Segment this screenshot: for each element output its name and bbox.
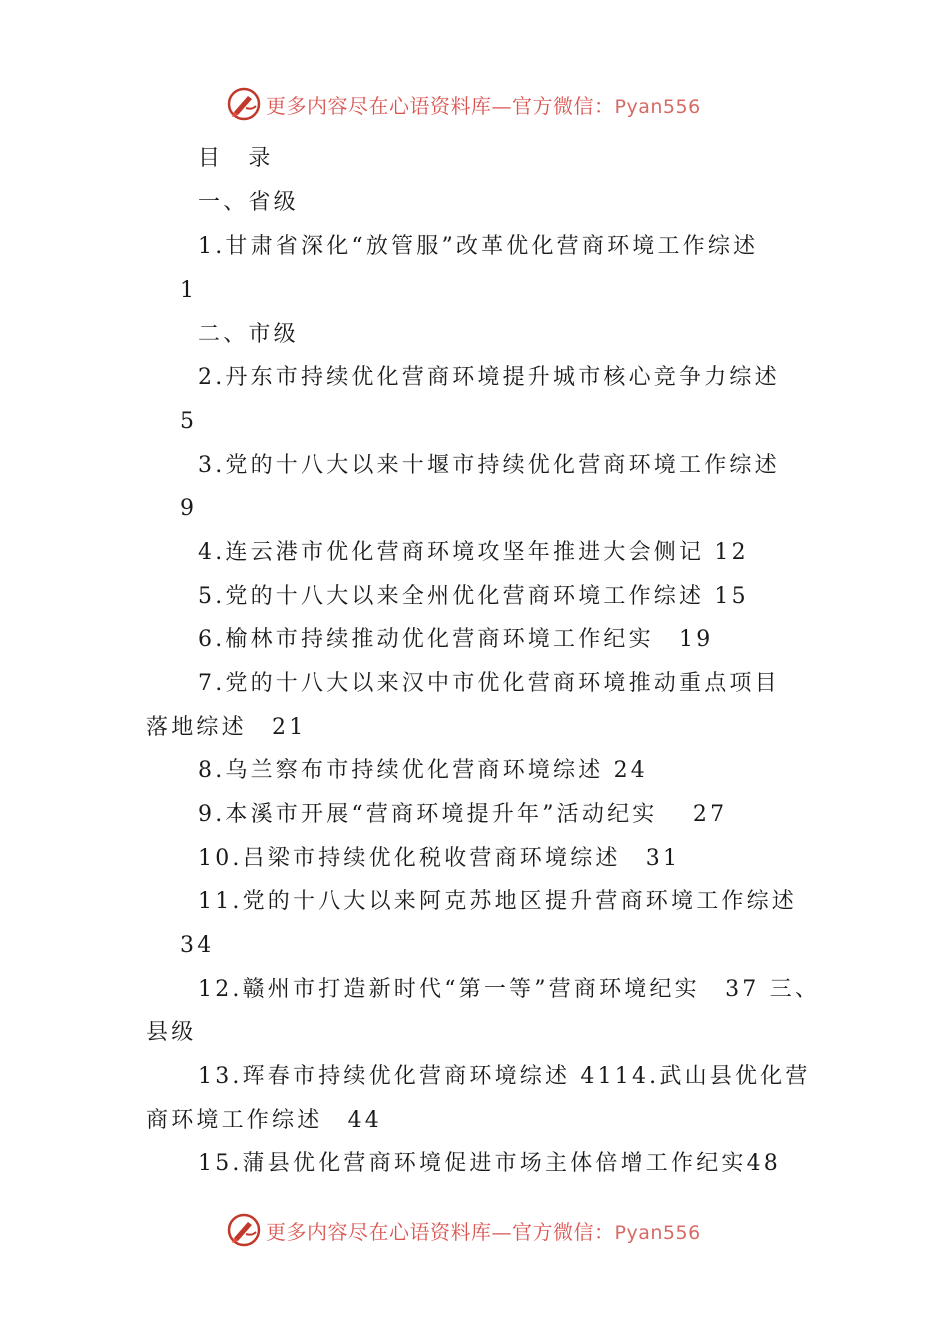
toc-line: 7.党的十八大以来汉中市优化营商环境推动重点项目 (198, 671, 780, 696)
toc-line: 5 (180, 409, 198, 434)
watermark-text: 更多内容尽在心语资料库—官方微信： (266, 1219, 615, 1244)
toc-line: 商环境工作综述 44 (146, 1108, 382, 1133)
toc-title: 目 录 (198, 146, 274, 171)
watermark-wechat-id: Pyan556 (614, 1221, 701, 1244)
toc-line: 3.党的十八大以来十堰市持续优化营商环境工作综述 (198, 453, 780, 478)
toc-line: 5.党的十八大以来全州优化营商环境工作综述 15 (198, 584, 749, 609)
watermark-footer (226, 1212, 701, 1248)
toc-line: 二、市级 (198, 322, 299, 347)
toc-line: 落地综述 21 (146, 715, 307, 740)
watermark-text: 更多内容尽在心语资料库—官方微信： (266, 93, 615, 118)
toc-line: 9.本溪市开展“营商环境提升年”活动纪实 27 (198, 802, 728, 827)
watermark-wechat-id: Pyan556 (614, 95, 701, 118)
toc-line: 8.乌兰察布市持续优化营商环境综述 24 (198, 758, 648, 783)
toc-line: 13.珲春市持续优化营商环境综述 4114.武山县优化营 (198, 1064, 811, 1089)
toc-line: 9 (180, 496, 198, 521)
toc-line: 1 (180, 278, 198, 303)
toc-line: 34 (180, 933, 215, 958)
toc-line: 15.蒲县优化营商环境促进市场主体倍增工作纪实48 (198, 1151, 781, 1176)
pen-logo-icon (226, 1212, 262, 1248)
toc-line: 县级 (146, 1020, 197, 1045)
toc-line: 2.丹东市持续优化营商环境提升城市核心竞争力综述 (198, 365, 780, 390)
toc-line: 4.连云港市优化营商环境攻坚年推进大会侧记 12 (198, 540, 749, 565)
toc-line: 11.党的十八大以来阿克苏地区提升营商环境工作综述 (198, 889, 797, 914)
toc-line: 12.赣州市打造新时代“第一等”营商环境纪实 37 三、 (198, 977, 821, 1002)
toc-line: 10.吕梁市持续优化税收营商环境综述 31 (198, 846, 681, 871)
watermark-header (226, 86, 701, 122)
toc-line: 1.甘肃省深化“放管服”改革优化营商环境工作综述 (198, 234, 759, 259)
toc-line: 一、省级 (198, 190, 299, 215)
toc-line: 6.榆林市持续推动优化营商环境工作纪实 19 (198, 627, 714, 652)
pen-logo-icon (226, 86, 262, 122)
